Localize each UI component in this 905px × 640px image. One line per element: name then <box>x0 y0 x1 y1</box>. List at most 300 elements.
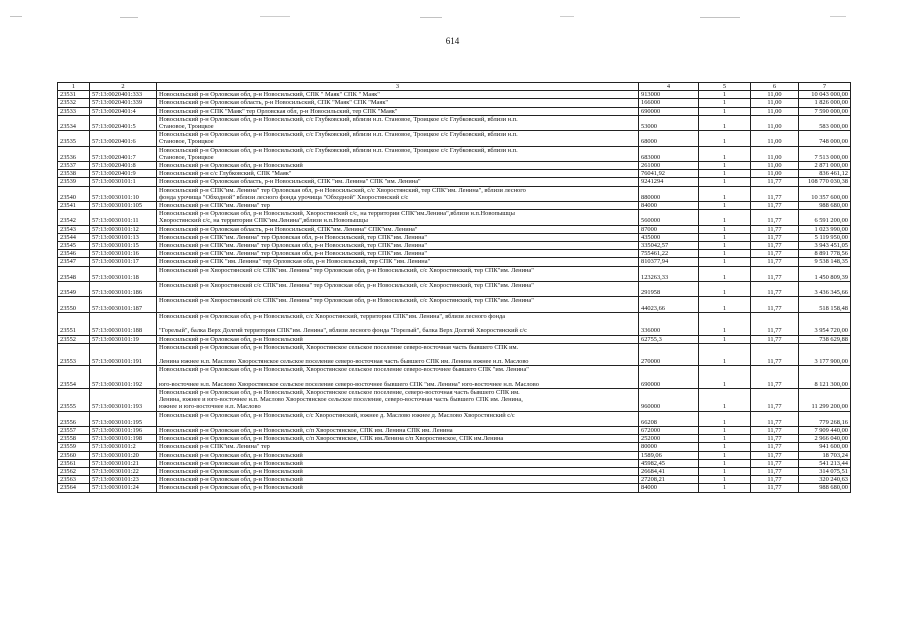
cadastral-value: 518 158,48 <box>799 297 851 312</box>
description-line: Новосильский р-н Орловская обл, р-н Новосильский <box>159 476 303 484</box>
coefficient: 1 <box>699 343 751 366</box>
rate: 11,77 <box>751 467 799 475</box>
table-row <box>58 225 851 233</box>
coefficient: 1 <box>699 210 751 225</box>
column-header: 2 <box>90 83 157 91</box>
location-description <box>157 297 639 312</box>
description-line: Становое, Троицкое <box>159 138 214 146</box>
description-line: Новосильский р-н Орловская обл, р-н Новосильский, с/с Хворостянский, территория СПК"им. Ленина", вблизи лесного фонда <box>159 312 506 320</box>
description-line: Новосильский р-н Орловская обл, р-н Новосильский, Хворостянское сельское поселение, северо-восточная часть бывшего СПК им. <box>159 388 520 396</box>
location-description <box>157 91 639 99</box>
table-row <box>58 162 851 170</box>
table-row <box>58 91 851 99</box>
description-line: Новосильский р-н Орловская обл, р-н Новосильский, с/с Глубковский, вблизи н.п. Становое, Троицкое с/с Глубковский, вблизи н.п. <box>159 131 518 139</box>
rate: 11,77 <box>751 476 799 484</box>
location-description <box>157 443 639 451</box>
description-line: Ленина, южнее и юго-восточнее н.п. Маслово Хворостянское сельское поселение, северо-восточная часть бывшего СПК им. Ленина, <box>159 396 523 404</box>
rate: 11,00 <box>751 146 799 161</box>
cadastral-value: 314 075,51 <box>799 467 851 475</box>
description-line: Новосильский р-н Хворостянский с/с СПК"им. Ленина" тер Орловская обл, р-н Новосильский, с/с Хворостянский, тер СПК"им. Ленина" <box>159 266 534 274</box>
description-line: фонда урочища "Обходной" вблизи лесного фонда урочища "Обходной" Хворостянский с/с <box>159 193 409 201</box>
coefficient: 1 <box>699 131 751 146</box>
description-line: Новосильский р-н СПК"им. Ленина" тер <box>159 202 270 210</box>
table-row <box>58 170 851 178</box>
cadastral-number: 57:13:0030101:105 <box>90 202 157 210</box>
cadastral-value: 988 680,00 <box>799 202 851 210</box>
cadastral-number: 57:13:0020401:5 <box>90 115 157 130</box>
area: 560000 <box>639 210 699 225</box>
table-row <box>58 426 851 434</box>
rate: 11,77 <box>751 233 799 241</box>
row-number: 23549 <box>58 282 90 297</box>
cadastral-value: 2 871 000,00 <box>799 162 851 170</box>
area: 270000 <box>639 343 699 366</box>
location-description <box>157 162 639 170</box>
area: 76041,92 <box>639 170 699 178</box>
description-line: Новосильский р-н с/с Глубковский, СПК "Маяк" <box>159 170 292 178</box>
row-number: 23551 <box>58 312 90 335</box>
cadastral-value: 541 213,44 <box>799 459 851 467</box>
cadastral-value: 1 826 000,00 <box>799 99 851 107</box>
cadastral-value: 3 436 345,66 <box>799 282 851 297</box>
description-line: Новосильский р-н Орловская обл, р-н Новосильский, с/с Глубковский, вблизи н.п. Становое, Троицкое с/с Глубковский, вблизи н.п. <box>159 115 518 123</box>
row-number: 23562 <box>58 467 90 475</box>
area: 87000 <box>639 225 699 233</box>
description-line: Новосильский р-н Орловская область, р-н Новосильский, СПК "Маяк" СПК "Маяк" <box>159 99 389 107</box>
table-row <box>58 131 851 146</box>
table-row <box>58 484 851 492</box>
area: 435000 <box>639 233 699 241</box>
description-line: Новосильский р-н Орловская обл, р-н Новосильский <box>159 467 303 475</box>
area: 755461,22 <box>639 250 699 258</box>
area: 66208 <box>639 411 699 426</box>
coefficient: 1 <box>699 388 751 411</box>
rate: 11,77 <box>751 266 799 281</box>
coefficient: 1 <box>699 107 751 115</box>
area: 27208,21 <box>639 476 699 484</box>
coefficient: 1 <box>699 435 751 443</box>
description-line <box>159 351 636 358</box>
location-description <box>157 233 639 241</box>
location-description <box>157 435 639 443</box>
location-description <box>157 225 639 233</box>
table-row <box>58 435 851 443</box>
description-line: юго-восточнее н.п. Маслово Хворостянское сельское поселение северо-восточнее бывшего СПК "им. Ленина" юго-восточнее н.п. Маслово <box>159 380 539 388</box>
table-row <box>58 312 851 335</box>
cadastral-value: 1 023 990,00 <box>799 225 851 233</box>
rate: 11,77 <box>751 312 799 335</box>
row-number: 23537 <box>58 162 90 170</box>
coefficient: 1 <box>699 282 751 297</box>
description-line: Новосильский р-н Орловская обл, р-н Новосильский, Хворостянский с/с, на территории СПК"им.Ленина",вблизи н.п.Новопышцы <box>159 210 515 218</box>
cadastral-number: 57:13:0030101:10 <box>90 186 157 201</box>
description-line: Становое, Троицкое <box>159 153 214 161</box>
row-number: 23534 <box>58 115 90 130</box>
description-line: Новосильский р-н СПК"им. Ленина" тер Орловская обл, р-н Новосильский, тер СПК"им. Ленина" <box>159 233 427 241</box>
row-number: 23542 <box>58 210 90 225</box>
rate: 11,00 <box>751 107 799 115</box>
table-row <box>58 202 851 210</box>
row-number: 23553 <box>58 343 90 366</box>
rate: 11,77 <box>751 426 799 434</box>
coefficient: 1 <box>699 233 751 241</box>
cadastral-number: 57:13:0020401:339 <box>90 99 157 107</box>
location-description <box>157 459 639 467</box>
row-number: 23544 <box>58 233 90 241</box>
table-row <box>58 266 851 281</box>
coefficient: 1 <box>699 297 751 312</box>
coefficient: 1 <box>699 459 751 467</box>
area: 880000 <box>639 186 699 201</box>
cadastral-number: 57:13:0030101:21 <box>90 459 157 467</box>
cadastral-value: 3 943 451,05 <box>799 242 851 250</box>
cadastral-value: 10 043 000,00 <box>799 91 851 99</box>
cadastral-value: 320 240,63 <box>799 476 851 484</box>
row-number: 23557 <box>58 426 90 434</box>
description-line: Новосильский р-н СПК"им. Ленина" тер <box>159 443 270 451</box>
description-line: Новосильский р-н Орловская область, р-н Новосильский, СПК "им. Ленина" СПК "им. Ленина" <box>159 178 421 186</box>
location-description <box>157 170 639 178</box>
cadastral-value: 8 891 778,56 <box>799 250 851 258</box>
row-number: 23532 <box>58 99 90 107</box>
table-row <box>58 210 851 225</box>
row-number: 23547 <box>58 258 90 266</box>
description-line: Новосильский р-н Орловская обл, р-н Новосильский <box>159 335 303 343</box>
description-line: Новосильский р-н Орловская обл, р-н Новосильский, Хворостянское сельское поселение северо-восточная часть бывшего СПК им. <box>159 343 519 351</box>
cadastral-number: 57:13:0030101:1 <box>90 178 157 186</box>
table-row <box>58 233 851 241</box>
cadastral-number: 57:13:0020401:9 <box>90 170 157 178</box>
page-number: 614 <box>445 36 460 46</box>
rate: 11,00 <box>751 162 799 170</box>
area: 913000 <box>639 91 699 99</box>
location-description <box>157 202 639 210</box>
table-body <box>58 91 851 492</box>
cadastral-value: 748 000,00 <box>799 131 851 146</box>
row-number: 23552 <box>58 335 90 343</box>
cadastral-number: 57:13:0030101:23 <box>90 476 157 484</box>
description-line <box>159 305 636 312</box>
description-line: Хворостянский с/с, на территории СПК"им.Ленина",вблизи н.п.Новопышцы <box>159 217 368 225</box>
row-number: 23543 <box>58 225 90 233</box>
cadastral-number: 57:13:0030101:198 <box>90 435 157 443</box>
location-description <box>157 146 639 161</box>
description-line: Новосильский р-н Хворостянский с/с СПК"им. Ленина" тер Орловская обл, р-н Новосильский, с/с Хворостянский, тер СПК"им. Ленина" <box>159 282 534 290</box>
rate: 11,77 <box>751 250 799 258</box>
cadastral-value: 2 966 040,00 <box>799 435 851 443</box>
rate: 11,77 <box>751 366 799 389</box>
row-number: 23559 <box>58 443 90 451</box>
location-description <box>157 282 639 297</box>
table-row <box>58 343 851 366</box>
area: 53000 <box>639 115 699 130</box>
rate: 11,00 <box>751 99 799 107</box>
coefficient: 1 <box>699 484 751 492</box>
table-row <box>58 476 851 484</box>
land-register-table <box>57 82 851 493</box>
description-line: Новосильский р-н Орловская обл, р-н Новосильский, с/п Хворостянское, СПК им.Ленина с/п Хворостянское, СПК им.Ленина <box>159 435 504 443</box>
cadastral-number: 57:13:0020401:6 <box>90 131 157 146</box>
cadastral-number: 57:13:0030101:24 <box>90 484 157 492</box>
cadastral-value: 1 450 809,39 <box>799 266 851 281</box>
coefficient: 1 <box>699 170 751 178</box>
location-description <box>157 131 639 146</box>
table-row <box>58 388 851 411</box>
coefficient: 1 <box>699 443 751 451</box>
cadastral-number: 57:13:0030101:13 <box>90 233 157 241</box>
row-number: 23546 <box>58 250 90 258</box>
table-row <box>58 459 851 467</box>
description-line <box>159 274 636 281</box>
cadastral-number: 57:13:0030101:186 <box>90 282 157 297</box>
area: 261000 <box>639 162 699 170</box>
location-description <box>157 476 639 484</box>
rate: 11,77 <box>751 343 799 366</box>
table-row <box>58 467 851 475</box>
area: 960000 <box>639 388 699 411</box>
description-line <box>159 374 636 381</box>
area: 690000 <box>639 366 699 389</box>
description-line: Новосильский р-н СПК "Маяк" тер Орловская обл, р-н Новосильский, тер СПК "Маяк" <box>159 107 398 115</box>
cadastral-value: 7 909 440,00 <box>799 426 851 434</box>
scan-noise <box>0 14 905 20</box>
column-header: 6 <box>751 83 799 91</box>
location-description <box>157 210 639 225</box>
cadastral-number: 57:13:0020401:333 <box>90 91 157 99</box>
location-description <box>157 388 639 411</box>
coefficient: 1 <box>699 91 751 99</box>
description-line <box>159 419 636 426</box>
area: 26684,41 <box>639 467 699 475</box>
row-number: 23561 <box>58 459 90 467</box>
row-number: 23563 <box>58 476 90 484</box>
cadastral-value: 5 119 950,00 <box>799 233 851 241</box>
cadastral-number: 57:13:0030101:195 <box>90 411 157 426</box>
cadastral-number: 57:13:0030101:16 <box>90 250 157 258</box>
row-number: 23545 <box>58 242 90 250</box>
rate: 11,77 <box>751 202 799 210</box>
cadastral-number: 57:13:0030101:17 <box>90 258 157 266</box>
area: 62755,3 <box>639 335 699 343</box>
description-line: южнее и юго-восточнее н.п. Маслово <box>159 403 261 411</box>
area: 44023,66 <box>639 297 699 312</box>
coefficient: 1 <box>699 178 751 186</box>
cadastral-number: 57:13:0030101:19 <box>90 335 157 343</box>
table-row <box>58 115 851 130</box>
cadastral-number: 57:13:0030101:192 <box>90 366 157 389</box>
table-row <box>58 99 851 107</box>
rate: 11,00 <box>751 170 799 178</box>
cadastral-value: 7 590 000,00 <box>799 107 851 115</box>
cadastral-number: 57:13:0030101:188 <box>90 312 157 335</box>
rate: 11,77 <box>751 388 799 411</box>
row-number: 23558 <box>58 435 90 443</box>
cadastral-value: 7 513 000,00 <box>799 146 851 161</box>
coefficient: 1 <box>699 162 751 170</box>
description-line: Новосильский р-н Орловская обл, р-н Новосильский, СПК " Маяк" СПК " Маяк" <box>159 91 380 99</box>
cadastral-number: 57:13:0030101:196 <box>90 426 157 434</box>
location-description <box>157 99 639 107</box>
area: 45982,45 <box>639 459 699 467</box>
area: 291958 <box>639 282 699 297</box>
cadastral-value: 941 600,00 <box>799 443 851 451</box>
cadastral-number: 57:13:0030101:15 <box>90 242 157 250</box>
table-row <box>58 178 851 186</box>
area: 1589,06 <box>639 451 699 459</box>
rate: 11,77 <box>751 225 799 233</box>
area: 810377,94 <box>639 258 699 266</box>
row-number: 23540 <box>58 186 90 201</box>
row-number: 23541 <box>58 202 90 210</box>
description-line <box>159 289 636 296</box>
cadastral-value: 836 461,12 <box>799 170 851 178</box>
table-row <box>58 107 851 115</box>
row-number: 23533 <box>58 107 90 115</box>
description-line: Новосильский р-н СПК "им. Ленина" тер Орловская обл, р-н Новосильский, тер СПК "им. Ленина" <box>159 258 431 266</box>
location-description <box>157 426 639 434</box>
row-number: 23560 <box>58 451 90 459</box>
location-description <box>157 366 639 389</box>
coefficient: 1 <box>699 242 751 250</box>
rate: 11,77 <box>751 297 799 312</box>
location-description <box>157 107 639 115</box>
row-number: 23564 <box>58 484 90 492</box>
cadastral-number: 57:13:0020401:8 <box>90 162 157 170</box>
location-description <box>157 242 639 250</box>
row-number: 23539 <box>58 178 90 186</box>
area: 68000 <box>639 131 699 146</box>
description-line: Новосильский р-н Орловская обл, р-н Новосильский, с/с Глубковский, вблизи н.п. Становое, Троицкое с/с Глубковский, вблизи н.п. <box>159 146 518 154</box>
row-number: 23548 <box>58 266 90 281</box>
cadastral-number: 57:13:0030101:191 <box>90 343 157 366</box>
column-header: 7 <box>799 83 851 91</box>
coefficient: 1 <box>699 426 751 434</box>
coefficient: 1 <box>699 467 751 475</box>
area: 252000 <box>639 435 699 443</box>
coefficient: 1 <box>699 258 751 266</box>
area: 672000 <box>639 426 699 434</box>
table-row <box>58 250 851 258</box>
rate: 11,77 <box>751 435 799 443</box>
location-description <box>157 467 639 475</box>
location-description <box>157 343 639 366</box>
rate: 11,77 <box>751 411 799 426</box>
location-description <box>157 335 639 343</box>
cadastral-value: 6 591 200,00 <box>799 210 851 225</box>
location-description <box>157 266 639 281</box>
location-description <box>157 186 639 201</box>
location-description <box>157 250 639 258</box>
coefficient: 1 <box>699 266 751 281</box>
rate: 11,77 <box>751 186 799 201</box>
location-description <box>157 258 639 266</box>
cadastral-number: 57:13:0030101:22 <box>90 467 157 475</box>
coefficient: 1 <box>699 186 751 201</box>
coefficient: 1 <box>699 250 751 258</box>
coefficient: 1 <box>699 476 751 484</box>
cadastral-number: 57:13:0030101:20 <box>90 451 157 459</box>
cadastral-number: 57:13:0030101:12 <box>90 225 157 233</box>
cadastral-value: 988 680,00 <box>799 484 851 492</box>
description-line: Новосильский р-н Орловская область, р-н Новосильский, СПК"им. Ленина" СПК"им. Ленина" <box>159 225 418 233</box>
row-number: 23535 <box>58 131 90 146</box>
row-number: 23556 <box>58 411 90 426</box>
description-line: Новосильский р-н Орловская обл, р-н Новосильский, Хворостянское сельское поселение северо-восточнее бывшего СПК "им. Ленина" <box>159 366 529 374</box>
description-line: Новосильский р-н Хворостянский с/с СПК"им. Ленина" тер Орловская обл, р-н Новосильский, с/с Хворостянский, тер СПК"им. Ленина" <box>159 297 534 305</box>
cadastral-value: 18 703,24 <box>799 451 851 459</box>
cadastral-number: 57:13:0020401:4 <box>90 107 157 115</box>
row-number: 23550 <box>58 297 90 312</box>
cadastral-value: 779 268,16 <box>799 411 851 426</box>
rate: 11,77 <box>751 242 799 250</box>
table-row <box>58 411 851 426</box>
coefficient: 1 <box>699 451 751 459</box>
rate: 11,77 <box>751 210 799 225</box>
table-row <box>58 242 851 250</box>
cadastral-value: 108 770 030,38 <box>799 178 851 186</box>
rate: 11,77 <box>751 484 799 492</box>
rate: 11,77 <box>751 459 799 467</box>
area: 166000 <box>639 99 699 107</box>
column-header: 5 <box>699 83 751 91</box>
row-number: 23555 <box>58 388 90 411</box>
description-line: Становое, Троицкое <box>159 123 214 131</box>
area: 690000 <box>639 107 699 115</box>
area: 335042,57 <box>639 242 699 250</box>
description-line: Новосильский р-н СПК"им. Ленина" тер Орловская обл, р-н Новосильский, тер СПК"им. Ленина" <box>159 242 427 250</box>
table-row <box>58 443 851 451</box>
coefficient: 1 <box>699 202 751 210</box>
row-number: 23536 <box>58 146 90 161</box>
description-line: Новосильский р-н Орловская обл, р-н Новосильский, с/п Хворостянское, СПК им. Ленина СПК им. Ленина <box>159 426 453 434</box>
area: 84000 <box>639 484 699 492</box>
row-number: 23538 <box>58 170 90 178</box>
coefficient: 1 <box>699 225 751 233</box>
rate: 11,00 <box>751 91 799 99</box>
cadastral-number: 57:13:0030101:2 <box>90 443 157 451</box>
description-line: Ленина южнее н.п. Маслово Хворостянское сельское поселение северо-восточная часть бывшего СПК им. Ленина южнее н.п. Маслово <box>159 358 529 366</box>
row-number: 23531 <box>58 91 90 99</box>
description-line: Новосильский р-н Орловская обл, р-н Новосильский <box>159 484 303 492</box>
description-line: Новосильский р-н Орловская обл, р-н Новосильский <box>159 162 303 170</box>
description-line: Новосильский р-н Орловская обл, р-н Новосильский, с/с Хворостянский, южнее д. Маслово южнее д. Маслово Хворостянский с/с <box>159 411 515 419</box>
area: 80000 <box>639 443 699 451</box>
table-row <box>58 258 851 266</box>
description-line: Новосильский р-н СПК"им. Ленина" тер Орловская обл, р-н Новосильский, тер СПК"им. Ленина" <box>159 250 427 258</box>
description-line: Новосильский р-н СПК"им. Ленина" тер Орловская обл, р-н Новосильский, с/с Хворостянский, тер СПК"им. Ленина", вблизи лесного <box>159 186 526 194</box>
cadastral-number: 57:13:0030101:187 <box>90 297 157 312</box>
table-row <box>58 186 851 201</box>
cadastral-number: 57:13:0030101:193 <box>90 388 157 411</box>
cadastral-value: 3 177 900,00 <box>799 343 851 366</box>
table-row <box>58 335 851 343</box>
cadastral-value: 11 299 200,00 <box>799 388 851 411</box>
cadastral-value: 10 357 600,00 <box>799 186 851 201</box>
rate: 11,77 <box>751 258 799 266</box>
description-line: Новосильский р-н Орловская обл, р-н Новосильский <box>159 459 303 467</box>
column-header: 1 <box>58 83 90 91</box>
coefficient: 1 <box>699 411 751 426</box>
location-description <box>157 411 639 426</box>
table-row <box>58 282 851 297</box>
coefficient: 1 <box>699 312 751 335</box>
rate: 11,00 <box>751 131 799 146</box>
cadastral-number: 57:13:0030101:11 <box>90 210 157 225</box>
header-row <box>58 83 851 91</box>
table-row <box>58 451 851 459</box>
rate: 11,77 <box>751 282 799 297</box>
location-description <box>157 484 639 492</box>
